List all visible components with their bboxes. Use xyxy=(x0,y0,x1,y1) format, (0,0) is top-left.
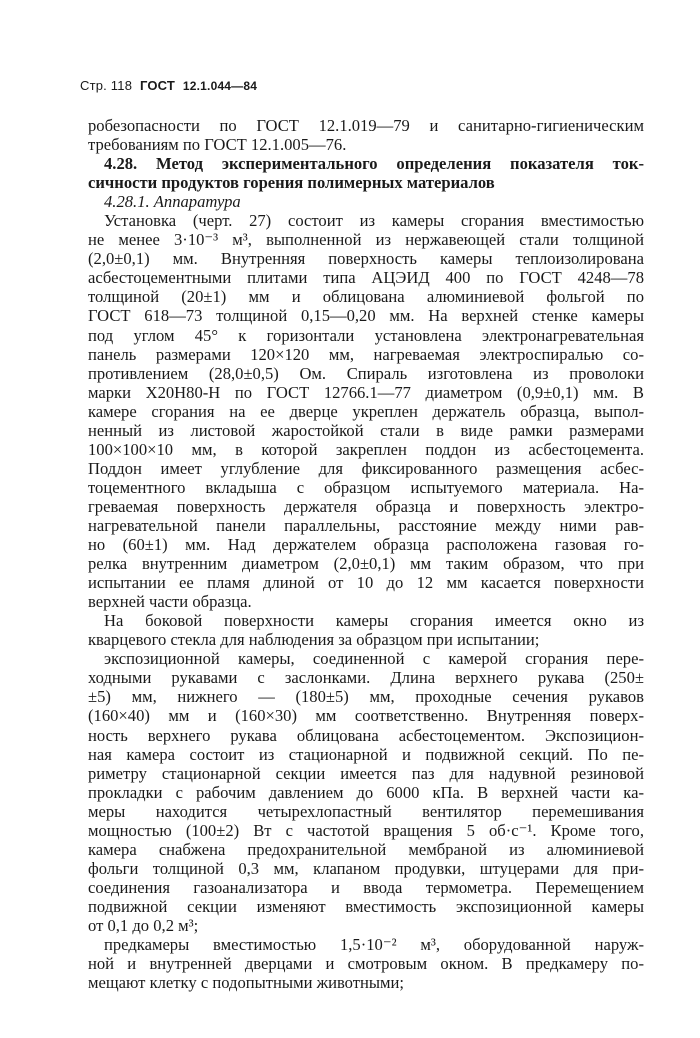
text-line: робезопасности по ГОСТ 12.1.019—79 и санитарно-гигиеническим xyxy=(88,116,644,135)
text-line: фольги толщиной 0,3 мм, клапаном продувки, штуцерами для при- xyxy=(88,858,644,878)
text-line: релка внутренним диаметром (2,0±0,1) мм таким образом, что при xyxy=(88,554,644,574)
text-line: но (60±1) мм. Над держателем образца расположена газовая го- xyxy=(88,535,644,555)
text-line: камере сгорания на ее дверце укреплен держатель образца, выпол- xyxy=(88,401,644,421)
subsection-heading: 4.28.1. Аппаратура xyxy=(104,192,241,212)
section-heading: 4.28. Метод экспериментального определения показателя ток- xyxy=(104,154,644,174)
text-line: На боковой поверхности камеры сгорания имеется окно из xyxy=(104,611,644,631)
text-line: испытании ее пламя длиной от 10 до 12 мм касается поверхности xyxy=(88,573,644,593)
text-line: противлением (28,0±0,5) Ом. Спираль изготовлена из проволоки xyxy=(88,363,644,383)
text-line: ходными рукавами с заслонками. Длина верхнего рукава (250± xyxy=(88,668,644,688)
text-line: предкамеры вместимостью 1,5·10⁻² м³, оборудованной наруж- xyxy=(104,935,644,955)
text-line: камера снабжена предохранительной мембраной из алюминиевой xyxy=(88,839,644,859)
text-line: 100×100×10 мм, в которой закреплен поддон из асбестоцемента. xyxy=(88,439,644,459)
text-line: риметру стационарной секции имеется паз для надувной резиновой xyxy=(88,763,644,783)
text-line: асбестоцементными плитами типа АЦЭИД 400 по ГОСТ 4248—78 xyxy=(88,268,644,288)
text-line: панель размерами 120×120 мм, нагреваемая электроспиралью со- xyxy=(88,344,644,364)
text-line: толщиной (20±1) мм и облицована алюминиевой фольгой по xyxy=(88,287,644,307)
text-line: не менее 3·10⁻³ м³, выполненной из нержавеющей стали толщиной xyxy=(88,230,644,250)
standard-label: ГОСТ xyxy=(139,78,176,93)
text-line: ненный из листовой жаростойкой стали в виде рамки размерами xyxy=(88,420,644,440)
text-line: ±5) мм, нижнего — (180±5) мм, проходные сечения рукавов xyxy=(88,687,644,707)
text-line: ность верхнего рукава облицована асбестоцементом. Экспозицион- xyxy=(88,725,644,745)
page-number: Стр. 118 xyxy=(80,78,133,93)
text-line: ГОСТ 618—73 толщиной 0,15—0,20 мм. На верхней стенке камеры xyxy=(88,306,644,326)
text-line: мощностью (100±2) Вт с частотой вращения 5 об·с⁻¹. Кроме того, xyxy=(88,820,644,840)
text-line: прокладки с рабочим давлением до 6000 кПа. В верхней части ка- xyxy=(88,782,644,802)
document-body xyxy=(88,116,644,992)
text-line: (2,0±0,1) мм. Внутренняя поверхность камеры теплоизолирована xyxy=(88,249,644,269)
text-line: под углом 45° к горизонтали установлена электронагревательная xyxy=(88,325,644,345)
text-line: верхней части образца. xyxy=(88,592,252,612)
text-line: мещают клетку с подопытными животными; xyxy=(88,973,405,993)
text-line: греваемая поверхность держателя образца и поверхность электро- xyxy=(88,496,644,516)
text-line: тоцементного вкладыша с образцом испытуемого материала. На- xyxy=(88,477,644,497)
section-heading: сичности продуктов горения полимерных материалов xyxy=(88,173,495,193)
text-line: меры находится четырехлопастный вентилятор перемешивания xyxy=(88,801,644,821)
text-line: экспозиционной камеры, соединенной с камерой сгорания пере- xyxy=(104,649,644,669)
text-line: ная камера состоит из стационарной и подвижной секций. По пе- xyxy=(88,744,644,764)
text-line: соединения газоанализатора и ввода термометра. Перемещением xyxy=(88,877,644,897)
text-line: Установка (черт. 27) состоит из камеры сгорания вместимостью xyxy=(104,211,644,231)
text-line: кварцевого стекла для наблюдения за образцом при испытании; xyxy=(88,630,540,650)
text-line: от 0,1 до 0,2 м³; xyxy=(88,915,199,935)
text-line: марки Х20Н80-Н по ГОСТ 12766.1—77 диаметром (0,9±0,1) мм. В xyxy=(88,382,644,402)
page-header xyxy=(80,78,257,93)
text-line: требованиям по ГОСТ 12.1.005—76. xyxy=(88,135,347,155)
text-line: подвижной секции изменяют вместимость экспозиционной камеры xyxy=(88,896,644,916)
standard-number: 12.1.044—84 xyxy=(182,79,258,93)
text-line: Поддон имеет углубление для фиксированного размещения асбес- xyxy=(88,458,644,478)
text-line: ной и внутренней дверцами и смотровым окном. В предкамеру по- xyxy=(88,954,644,974)
text-line: (160×40) мм и (160×30) мм соответственно. Внутренняя поверх- xyxy=(88,706,644,726)
text-line: нагревательной панели параллельны, расстояние между ними рав- xyxy=(88,515,644,535)
